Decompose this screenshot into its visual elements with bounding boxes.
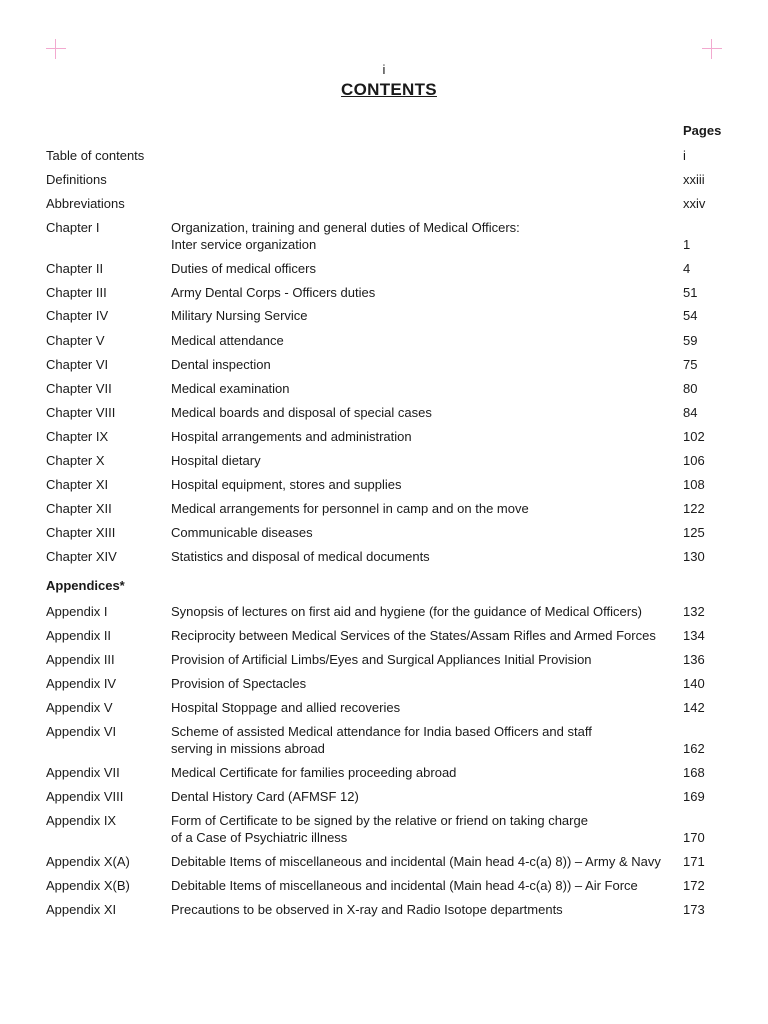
chapter-title-line: Hospital arrangements and administration [171,429,412,444]
page-title: CONTENTS [341,80,437,99]
appendix-label: Appendix XI [46,902,117,917]
appendix-page-number: 136 [683,652,705,667]
chapter-page-number: 84 [683,405,698,420]
appendix-page-number: 173 [683,902,705,917]
chapter-title [171,500,671,517]
chapter-title [171,548,671,565]
appendix-title-line: Reciprocity between Medical Services of the States/Assam Rifles and Armed Forces [171,628,656,643]
appendix-label: Appendix VIII [46,789,124,804]
chapter-label: Chapter VI [46,357,109,372]
page-number: i [382,62,386,77]
chapter-label: Chapter XI [46,477,109,492]
chapter-page-number: 80 [683,381,698,396]
appendix-title-line: Debitable Items of miscellaneous and incidental (Main head 4-c(a) 8)) – Air Force [171,878,638,893]
appendix-label: Appendix II [46,628,112,643]
appendix-page-number: 170 [683,830,705,845]
appendix-title [171,788,671,805]
appendix-title [171,853,671,870]
appendix-page-number: 168 [683,765,705,780]
chapter-page-number: 106 [683,453,705,468]
chapter-title [171,284,671,301]
appendix-page-number: 172 [683,878,705,893]
appendix-title [171,901,671,918]
appendix-page-number: 169 [683,789,705,804]
appendix-page-number: 134 [683,628,705,643]
appendix-title-line: Dental History Card (AFMSF 12) [171,789,359,804]
front-matter-label: Table of contents [46,148,145,163]
chapter-label: Chapter III [46,285,107,300]
pages-column-header: Pages [683,123,722,138]
appendix-label: Appendix I [46,604,108,619]
chapter-title-line: Medical attendance [171,333,284,348]
chapter-title [171,476,671,493]
appendix-title [171,627,671,644]
chapter-title [171,356,671,373]
appendix-title [171,651,671,668]
chapter-page-number: 59 [683,333,698,348]
chapter-label: Chapter I [46,220,100,235]
chapter-label: Chapter VIII [46,405,116,420]
appendix-title-line: Provision of Spectacles [171,676,307,691]
registration-mark-right-icon [702,39,722,59]
chapter-title-line: Hospital equipment, stores and supplies [171,477,402,492]
chapter-page-number: 1 [683,237,691,252]
chapter-title-line: Organization, training and general duties of Medical Officers: [171,220,520,235]
appendix-title-line: Medical Certificate for families proceeding abroad [171,765,457,780]
appendix-label: Appendix VII [46,765,120,780]
chapter-title-line: Hospital dietary [171,453,261,468]
appendix-title-line: Hospital Stoppage and allied recoveries [171,700,401,715]
chapter-title [171,219,671,253]
front-matter-page-number: i [683,148,686,163]
appendix-title-line: Scheme of assisted Medical attendance for India based Officers and staff [171,724,592,739]
appendix-page-number: 132 [683,604,705,619]
chapter-title [171,524,671,541]
appendix-title-line: Form of Certificate to be signed by the relative or friend on taking charge [171,813,588,828]
appendix-title-line: Debitable Items of miscellaneous and incidental (Main head 4-c(a) 8)) – Army & Navy [171,854,661,869]
chapter-title-line: Medical examination [171,381,290,396]
appendix-title-line: Provision of Artificial Limbs/Eyes and Surgical Appliances Initial Provision [171,652,592,667]
appendix-label: Appendix V [46,700,113,715]
chapter-title-line: Communicable diseases [171,525,313,540]
appendix-title-line: Precautions to be observed in X-ray and Radio Isotope departments [171,902,563,917]
front-matter-page-number: xxiii [683,172,705,187]
chapter-label: Chapter II [46,261,104,276]
chapter-page-number: 75 [683,357,698,372]
chapter-page-number: 4 [683,261,691,276]
appendix-label: Appendix III [46,652,115,667]
chapter-title-line: Army Dental Corps - Officers duties [171,285,376,300]
appendix-label: Appendix IX [46,813,117,828]
chapter-title [171,428,671,445]
front-matter-label: Definitions [46,172,107,187]
chapter-title [171,260,671,277]
chapter-label: Chapter X [46,453,105,468]
appendix-title-line: of a Case of Psychiatric illness [171,830,348,845]
appendix-title [171,877,671,894]
appendix-page-number: 171 [683,854,705,869]
chapter-title [171,404,671,421]
appendix-title-line: serving in missions abroad [171,741,325,756]
chapter-title-line: Medical boards and disposal of special cases [171,405,432,420]
appendix-label: Appendix VI [46,724,117,739]
front-matter-label: Abbreviations [46,196,125,211]
chapter-page-number: 125 [683,525,705,540]
front-matter-page-number: xxiv [683,196,706,211]
chapter-title [171,307,671,324]
chapter-page-number: 54 [683,308,698,323]
appendix-title [171,764,671,781]
appendix-label: Appendix X(B) [46,878,130,893]
chapter-title [171,452,671,469]
chapter-page-number: 108 [683,477,705,492]
chapter-title [171,332,671,349]
appendix-title [171,603,671,620]
registration-mark-left-icon [46,39,66,59]
appendix-title [171,812,671,846]
appendix-label: Appendix IV [46,676,117,691]
chapter-page-number: 130 [683,549,705,564]
appendix-page-number: 142 [683,700,705,715]
chapter-label: Chapter IV [46,308,109,323]
appendix-title-line: Synopsis of lectures on first aid and hygiene (for the guidance of Medical Officers) [171,604,642,619]
chapter-label: Chapter XII [46,501,112,516]
appendix-page-number: 140 [683,676,705,691]
chapter-page-number: 102 [683,429,705,444]
appendix-title [171,699,671,716]
chapter-title-line: Inter service organization [171,237,317,252]
chapter-title [171,380,671,397]
chapter-title-line: Statistics and disposal of medical documents [171,549,430,564]
appendix-title [171,723,671,757]
appendix-title [171,675,671,692]
chapter-label: Chapter XIII [46,525,116,540]
chapter-title-line: Duties of medical officers [171,261,316,276]
chapter-label: Chapter V [46,333,105,348]
chapter-label: Chapter VII [46,381,112,396]
appendix-page-number: 162 [683,741,705,756]
chapter-label: Chapter XIV [46,549,117,564]
chapter-label: Chapter IX [46,429,109,444]
chapter-page-number: 122 [683,501,705,516]
chapter-title-line: Medical arrangements for personnel in camp and on the move [171,501,529,516]
appendix-label: Appendix X(A) [46,854,130,869]
appendices-heading: Appendices* [46,578,125,593]
chapter-title-line: Military Nursing Service [171,308,308,323]
chapter-page-number: 51 [683,285,698,300]
chapter-title-line: Dental inspection [171,357,271,372]
